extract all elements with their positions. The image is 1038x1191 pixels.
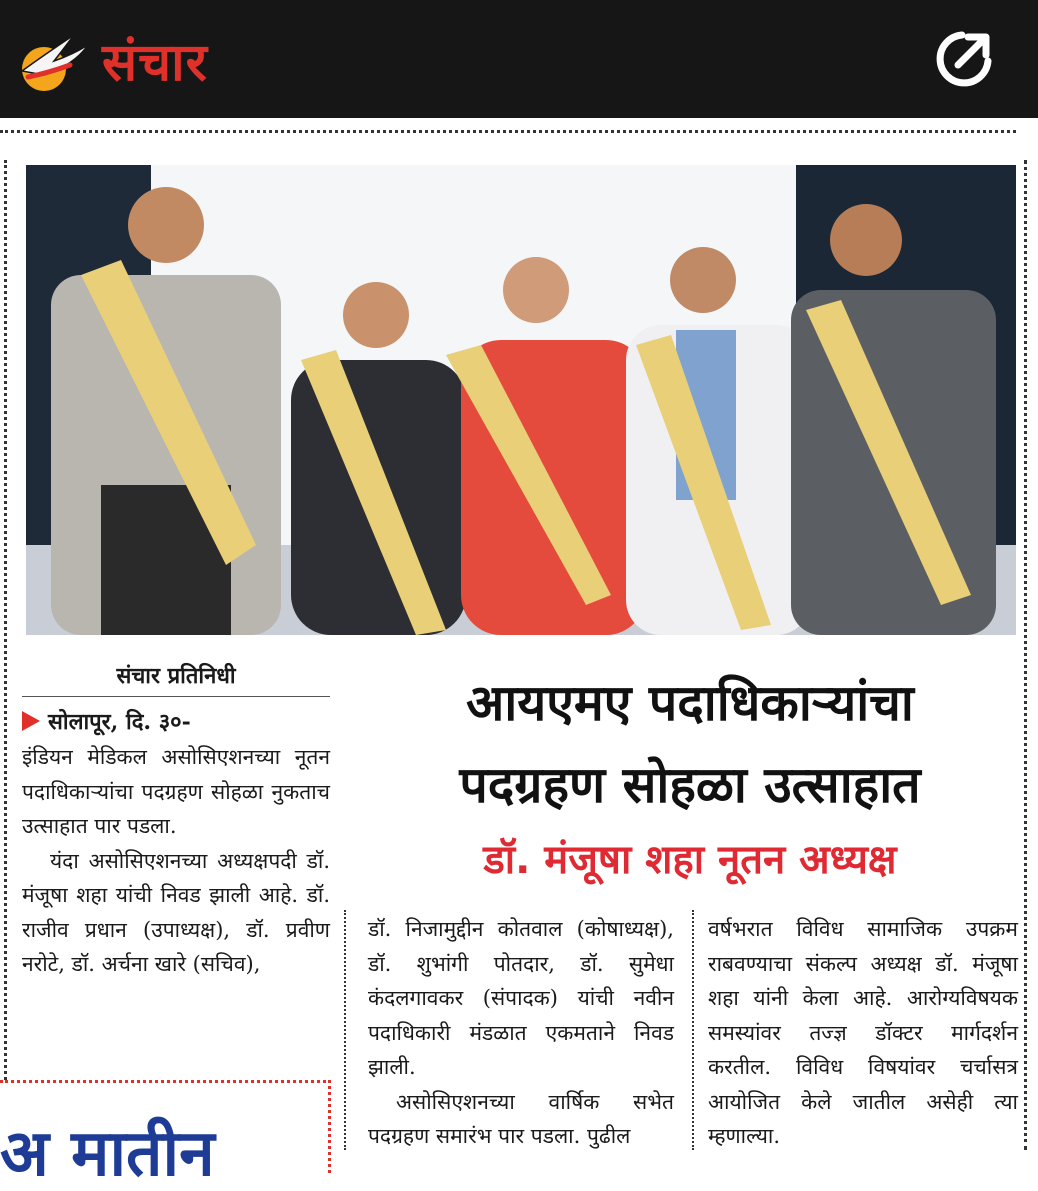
col2-paragraph-1: डॉ. निजामुद्दीन कोतवाल (कोषाध्यक्ष), डॉ. शुभांगी पोतदार, डॉ. सुमेधा कंदलगावकर (संपादक) यांची नवीन पदाधिकारी मंडळात एकमताने निवड झाली. xyxy=(368,917,674,1079)
next-story-heading[interactable]: अ मातीन xyxy=(0,1117,215,1191)
share-external-icon xyxy=(932,27,996,91)
article-column-1 xyxy=(22,740,330,982)
headline-line-2: पदग्रहण सोहळा उत्साहात xyxy=(459,756,921,814)
col2-paragraph-2: असोसिएशनच्या वार्षिक सभेत पदग्रहण समारंभ पार पडला. पुढील xyxy=(368,1089,674,1148)
headline xyxy=(360,662,1020,826)
col1-paragraph-1: इंडियन मेडिकल असोसिएशनच्या नूतन पदाधिकाऱ्यांचा पदग्रहण सोहळा नुकताच उत्साहात पार पडला. xyxy=(22,745,330,838)
share-button[interactable] xyxy=(930,26,998,92)
news-photo xyxy=(26,165,1016,635)
article-column-2 xyxy=(368,912,674,1154)
top-dotted-rule xyxy=(0,130,1016,133)
dateline-text: सोलापूर, दि. ३०- xyxy=(48,709,191,735)
column-divider-2 xyxy=(692,910,694,1150)
byline: संचार प्रतिनिधी xyxy=(22,660,330,697)
left-dotted-rule xyxy=(4,160,7,1080)
top-bar xyxy=(0,0,1038,118)
col3-paragraph-1: वर्षभरात विविध सामाजिक उपक्रम राबवण्याचा संकल्प अध्यक्ष डॉ. मंजूषा शहा यांनी केला आहे. आरोग्यविषयक समस्यांवर तज्ज्ञ डॉक्टर मार्गदर्शन करतील. विविध विषयांवर चर्चासत्र आयोजित केले जातील असेही त्या म्हणाल्या. xyxy=(708,917,1018,1148)
dateline xyxy=(22,706,191,736)
headline-line-1: आयएमए पदाधिकाऱ्यांचा xyxy=(466,674,914,732)
right-dotted-rule xyxy=(1024,160,1027,1150)
brand-logo[interactable] xyxy=(14,24,208,96)
article-column-3 xyxy=(708,912,1018,1154)
bird-sun-logo-icon xyxy=(14,25,96,95)
brand-name: संचार xyxy=(102,32,208,93)
red-triangle-bullet-icon xyxy=(22,711,40,731)
column-divider-1 xyxy=(344,910,346,1150)
col1-paragraph-2: यंदा असोसिएशनच्या अध्यक्षपदी डॉ. मंजूषा शहा यांची निवड झाली आहे. डॉ. राजीव प्रधान (उपाध्यक्ष), डॉ. प्रवीण नरोटे, डॉ. अर्चना खारे (सचिव), xyxy=(22,848,330,976)
subheadline: डॉ. मंजूषा शहा नूतन अध्यक्ष xyxy=(483,837,897,883)
